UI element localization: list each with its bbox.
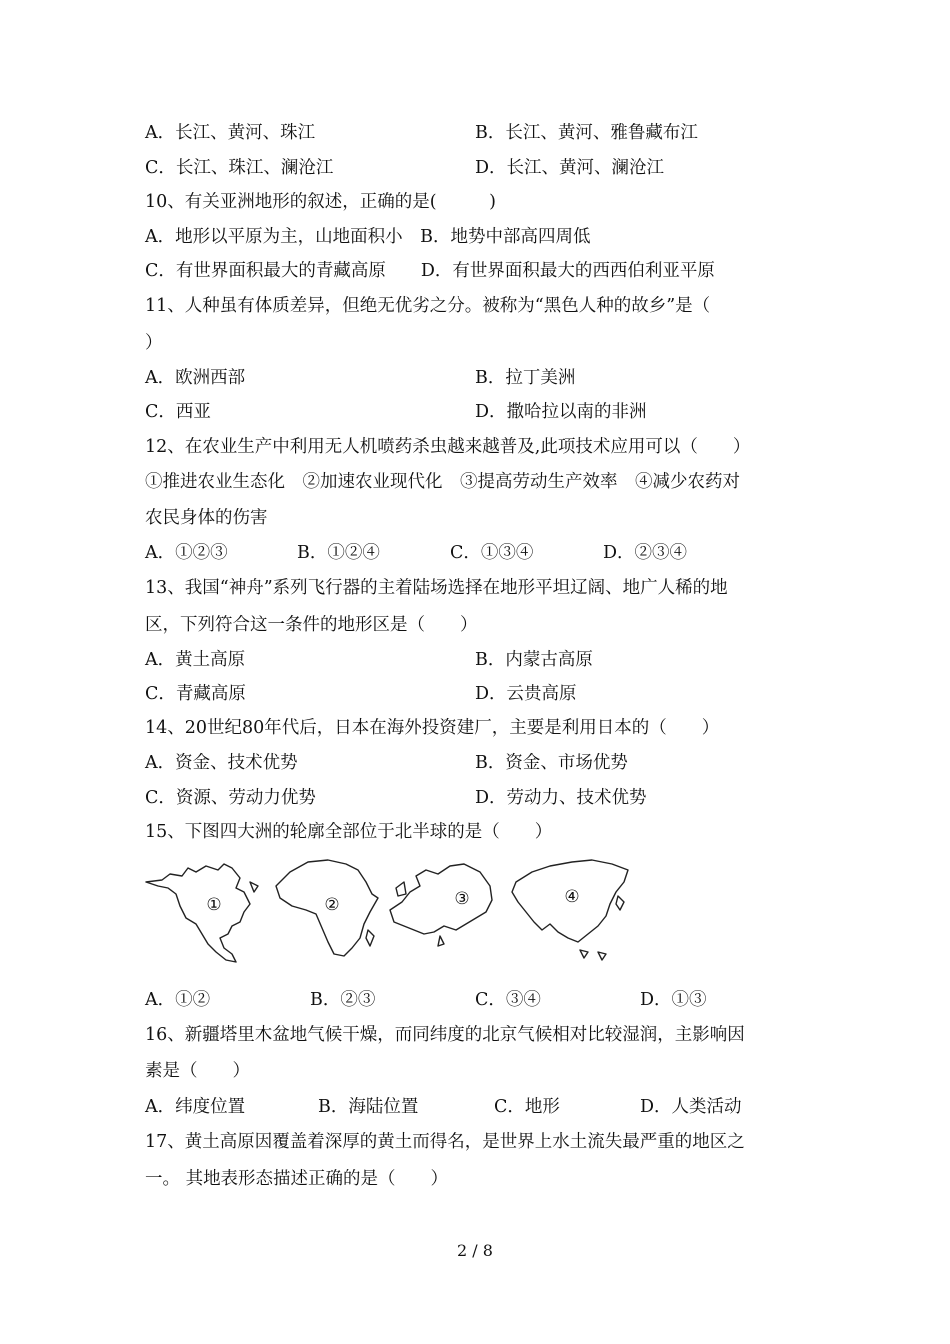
q14-option-b: B．资金、市场优势 (475, 753, 628, 773)
q16-stem-line2: 素是（ ） (145, 1061, 250, 1081)
continent-outline-figure (140, 852, 640, 970)
q13-stem-line2: 区，下列符合这一条件的地形区是（ ） (145, 615, 478, 635)
q11-option-a: A．欧洲西部 (145, 368, 246, 388)
q10-options-ab: A．地形以平原为主，山地面积小 B．地势中部高四周低 (145, 227, 591, 247)
q14-stem: 14、20世纪80年代后，日本在海外投资建厂，主要是利用日本的（ ） (145, 718, 720, 738)
q17-stem-line2: 一。 其地表形态描述正确的是（ ） (145, 1169, 449, 1189)
q16-option-b: B．海陆位置 (318, 1097, 419, 1117)
q17-stem-line1: 17、黄土高原因覆盖着深厚的黄土而得名，是世界上水土流失最严重的地区之 (145, 1132, 745, 1152)
q16-option-a: A．纬度位置 (145, 1097, 246, 1117)
q12-items-line1: ①推进农业生态化 ②加速农业现代化 ③提高劳动生产效率 ④减少农药对 (145, 472, 740, 492)
q11-option-c: C．西亚 (145, 402, 211, 422)
q16-option-d: D．人类活动 (640, 1097, 742, 1117)
q10-options-cd: C．有世界面积最大的青藏高原 D．有世界面积最大的西西伯利亚平原 (145, 261, 715, 281)
page-number: 2 / 8 (457, 1241, 493, 1260)
q9-option-d: D．长江、黄河、澜沧江 (475, 158, 665, 178)
q16-option-c: C．地形 (494, 1097, 560, 1117)
q13-option-d: D．云贵高原 (475, 684, 577, 704)
q13-option-b: B．内蒙古高原 (475, 650, 593, 670)
q10-stem: 10、有关亚洲地形的叙述，正确的是( ) (145, 192, 496, 212)
europe-outline (390, 864, 492, 934)
q13-stem-line1: 13、我国“神舟”系列飞行器的主着陆场选择在地形平坦辽阔、地广人稀的地 (145, 578, 728, 598)
q12-option-a: A．①②③ (145, 543, 228, 563)
q11-stem-line1: 11、人种虽有体质差异，但绝无优劣之分。被称为“黑色人种的故乡”是（ (145, 296, 711, 316)
q15-option-c: C．③④ (475, 990, 541, 1010)
q14-option-c: C．资源、劳动力优势 (145, 788, 316, 808)
map-label-3: ③ (454, 889, 470, 909)
q9-option-c: C．长江、珠江、澜沧江 (145, 158, 334, 178)
q14-option-d: D．劳动力、技术优势 (475, 788, 647, 808)
q12-option-d: D．②③④ (603, 543, 688, 563)
q12-stem: 12、在农业生产中利用无人机喷药杀虫越来越普及,此项技术应用可以（ ） (145, 437, 751, 457)
map-label-2: ② (324, 895, 340, 915)
q15-option-a: A．①② (145, 990, 211, 1010)
q11-option-b: B．拉丁美洲 (475, 368, 576, 388)
q14-option-a: A．资金、技术优势 (145, 753, 298, 773)
q15-stem: 15、下图四大洲的轮廓全部位于北半球的是（ ） (145, 822, 553, 842)
map-number-labels (206, 887, 579, 915)
north-america-outline (146, 864, 250, 962)
q11-stem-line2: ） (145, 333, 163, 353)
q15-option-b: B．②③ (310, 990, 376, 1010)
map-label-4: ④ (564, 887, 580, 907)
q15-option-d: D．①③ (640, 990, 707, 1010)
q9-option-b: B．长江、黄河、雅鲁藏布江 (475, 123, 698, 143)
q12-option-b: B．①②④ (297, 543, 380, 563)
q16-stem-line1: 16、新疆塔里木盆地气候干燥，而同纬度的北京气候相对比较湿润，主影响因 (145, 1025, 745, 1045)
q13-option-a: A．黄土高原 (145, 650, 246, 670)
map-label-1: ① (206, 895, 222, 915)
q12-option-c: C．①③④ (450, 543, 534, 563)
q9-option-a: A．长江、黄河、珠江 (145, 123, 316, 143)
q12-items-line2: 农民身体的伤害 (145, 508, 268, 528)
q11-option-d: D．撒哈拉以南的非洲 (475, 402, 647, 422)
q13-option-c: C．青藏高原 (145, 684, 246, 704)
